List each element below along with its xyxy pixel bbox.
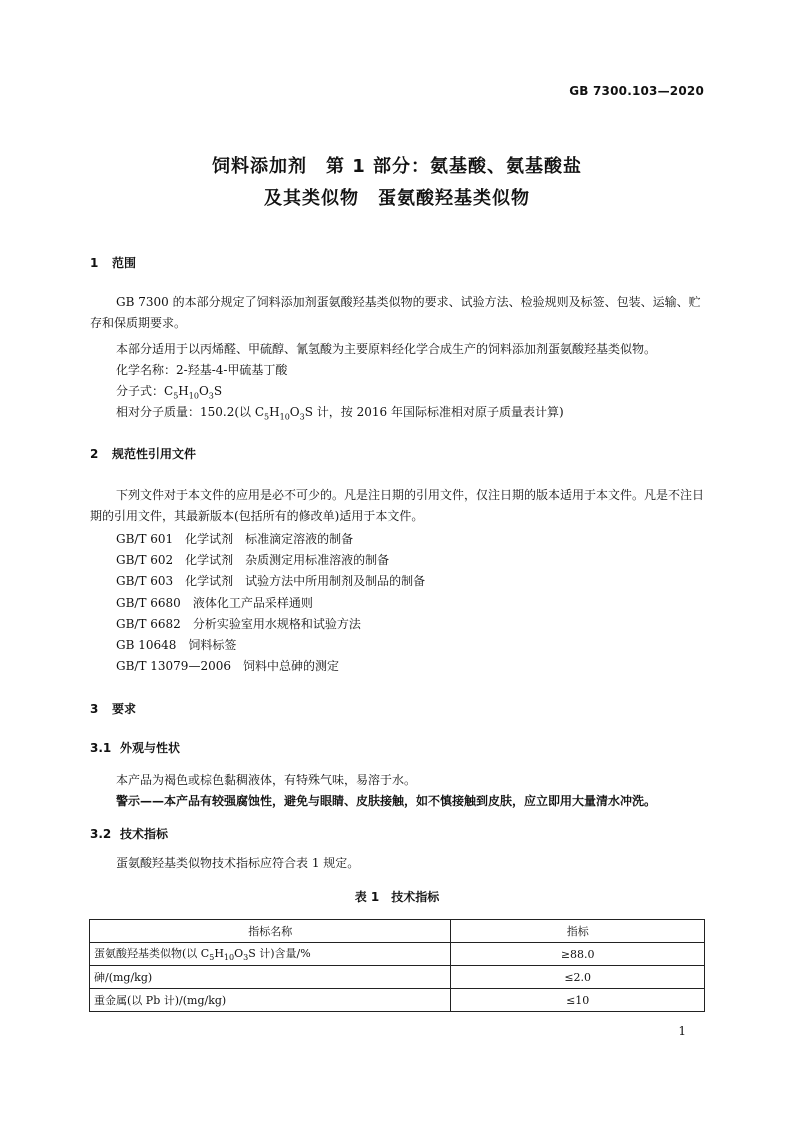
subsection-title: 外观与性状 bbox=[120, 741, 181, 755]
reference-item: GB/T 6682 分析实验室用水规格和试验方法 bbox=[116, 617, 361, 631]
row-name: 重金属(以 Pb 计)/(mg/kg) bbox=[90, 989, 451, 1012]
page-number: 1 bbox=[678, 1024, 686, 1038]
warning-text: 警示——本产品有较强腐蚀性，避免与眼睛、皮肤接触，如不慎接触到皮肤，应立即用大量清水冲洗。 bbox=[116, 794, 657, 808]
reference-item: GB/T 602 化学试剂 杂质测定用标准溶液的制备 bbox=[116, 553, 390, 567]
section-2-heading bbox=[90, 445, 196, 462]
reference-item: GB 10648 饲料标签 bbox=[116, 638, 237, 652]
reference-item: GB/T 6680 液体化工产品采样通则 bbox=[116, 596, 313, 610]
references-intro: 下列文件对于本文件的应用是必不可少的。凡是注日期的引用文件，仅注日期的版本适用于本文件。凡是不注日期的引用文件，其最新版本(包括所有的修改单)适用于本文件。 bbox=[90, 488, 705, 523]
section-1-heading bbox=[90, 254, 136, 271]
section-title: 要求 bbox=[112, 702, 137, 716]
subsection-number: 3.2 bbox=[90, 827, 112, 841]
col-header-value: 指标 bbox=[451, 920, 705, 943]
subsection-3-1-heading bbox=[90, 739, 180, 756]
reference-item: GB/T 603 化学试剂 试验方法中所用制剂及制品的制备 bbox=[116, 574, 426, 588]
molecular-mass: 相对分子质量：150.2(以 $C_5H_{10}O_3S$ 计，按 2016 年国际标准相对原子质量表计算) bbox=[116, 405, 564, 422]
reference-item: GB/T 13079—2006 饲料中总砷的测定 bbox=[116, 659, 339, 673]
appearance-text: 本产品为褐色或棕色黏稠液体，有特殊气味，易溶于水。 bbox=[116, 773, 417, 787]
row-name: 砷/(mg/kg) bbox=[90, 966, 451, 989]
subsection-title: 技术指标 bbox=[120, 827, 169, 841]
table-header-row bbox=[90, 920, 705, 943]
section-title: 规范性引用文件 bbox=[112, 447, 197, 461]
table-row bbox=[90, 943, 705, 966]
row-value: ≤2.0 bbox=[451, 966, 705, 989]
scope-para-1: GB 7300 的本部分规定了饲料添加剂蛋氨酸羟基类似物的要求、试验方法、检验规则及标签、包装、运输、贮存和保质期要求。 bbox=[90, 295, 701, 330]
doc-title-line2: 及其类似物 蛋氨酸羟基类似物 bbox=[264, 188, 530, 209]
table-caption: 表 1 技术指标 bbox=[354, 890, 440, 904]
standard-code: GB 7300.103—2020 bbox=[569, 84, 704, 98]
chemical-name: 化学名称：2-羟基-4-甲硫基丁酸 bbox=[116, 363, 288, 377]
table-row bbox=[90, 989, 705, 1012]
spec-table bbox=[89, 919, 705, 1012]
molecular-formula: 分子式：$C_5H_{10}O_3S$ bbox=[116, 384, 223, 401]
table-row bbox=[90, 966, 705, 989]
section-number: 3 bbox=[90, 702, 99, 716]
section-number: 1 bbox=[90, 256, 99, 270]
subsection-number: 3.1 bbox=[90, 741, 112, 755]
formula-label: 分子式： bbox=[116, 384, 165, 398]
row-value: ≥88.0 bbox=[451, 943, 705, 966]
section-title: 范围 bbox=[112, 256, 137, 270]
row-value: ≤10 bbox=[451, 989, 705, 1012]
scope-para-2: 本部分适用于以丙烯醛、甲硫醇、氰氢酸为主要原料经化学合成生产的饲料添加剂蛋氨酸羟基类似物。 bbox=[116, 342, 657, 356]
subsection-3-2-heading bbox=[90, 825, 168, 842]
section-number: 2 bbox=[90, 447, 99, 461]
reference-item: GB/T 601 化学试剂 标准滴定溶液的制备 bbox=[116, 532, 354, 546]
col-header-name: 指标名称 bbox=[90, 920, 451, 943]
section-3-heading bbox=[90, 700, 136, 717]
row-name: 蛋氨酸羟基类似物(以 $C_5H_{10}O_3S$ 计)含量/% bbox=[90, 943, 451, 966]
doc-title-line1: 饲料添加剂 第 1 部分：氨基酸、氨基酸盐 bbox=[211, 156, 583, 177]
spec-text: 蛋氨酸羟基类似物技术指标应符合表 1 规定。 bbox=[116, 856, 360, 870]
